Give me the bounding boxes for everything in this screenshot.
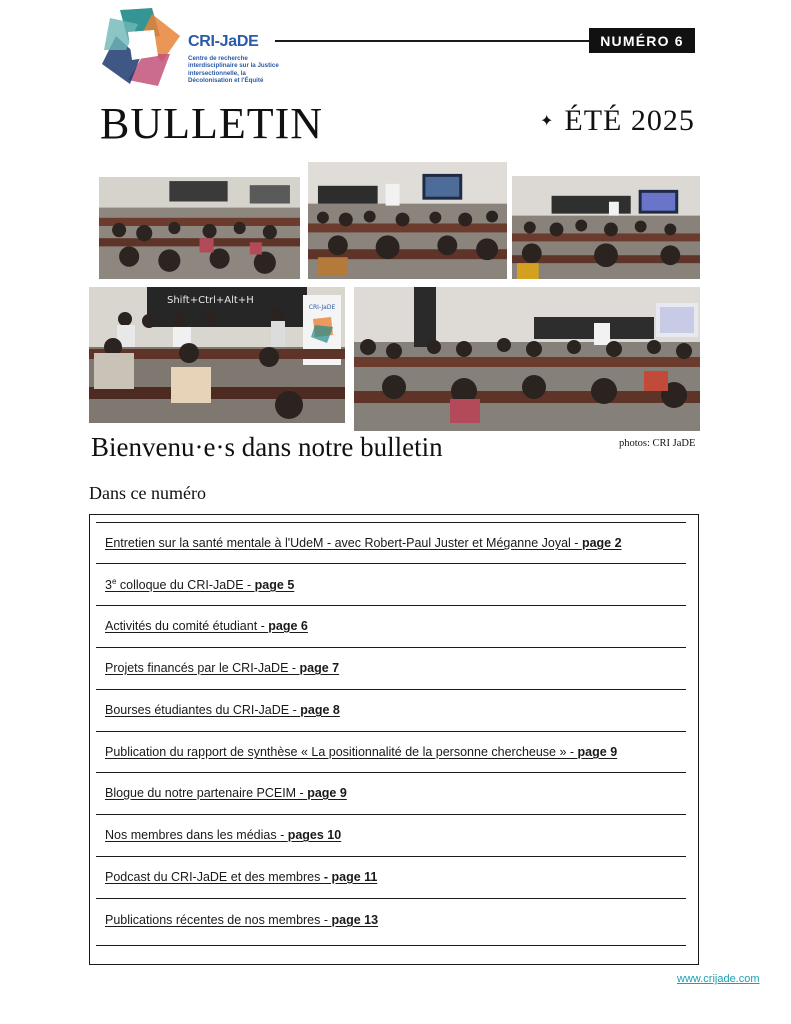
toc-item-podcast[interactable]: Podcast du CRI-JaDE et des membres - page 11 [105, 870, 378, 884]
event-photo-2 [308, 162, 507, 279]
toc-item-mental-health-interview[interactable]: Entretien sur la santé mentale à l'UdeM - avec Robert-Paul Juster et Méganne Joyal - page 2 [105, 536, 622, 550]
toc-divider [96, 647, 686, 648]
website-link[interactable]: www.crijade.com [677, 973, 760, 985]
issue-badge: NUMÉRO 6 [589, 28, 695, 53]
event-photo-1 [99, 177, 300, 279]
toc-item-funded-projects[interactable]: Projets financés par le CRI-JaDE - page 7 [105, 661, 340, 675]
board-text: Shift+Ctrl+Alt+H [167, 295, 254, 306]
toc-divider [96, 814, 686, 815]
toc-item-members-media[interactable]: Nos membres dans les médias - pages 10 [105, 828, 342, 842]
toc-heading: Dans ce numéro [89, 483, 206, 503]
banner-text: CRI-JaDE [308, 304, 336, 311]
toc-item-partner-blog[interactable]: Blogue du notre partenaire PCEIM - page 9 [105, 786, 347, 800]
page-title: BULLETIN [100, 99, 324, 148]
event-photo-4 [89, 287, 345, 423]
toc-item-recent-publications[interactable]: Publications récentes de nos membres - page 13 [105, 913, 379, 927]
toc-divider [96, 945, 686, 946]
welcome-heading: Bienvenu·e·s dans notre bulletin [91, 432, 443, 462]
header-rule [275, 40, 591, 42]
toc-divider [96, 772, 686, 773]
toc-item-colloque[interactable]: 3e colloque du CRI-JaDE - page 5 [105, 577, 295, 593]
toc-divider [96, 605, 686, 606]
logo-mark [100, 6, 182, 88]
sparkle-icon: ✦ [540, 113, 555, 130]
photo-credit: photos: CRI JaDE [619, 438, 696, 449]
toc-divider [96, 856, 686, 857]
toc-divider [96, 522, 686, 523]
season-text: ÉTÉ 2025 [564, 104, 695, 137]
toc-divider [96, 898, 686, 899]
season-label [540, 104, 695, 138]
logo-name: CRI-JaDE [188, 33, 259, 50]
toc-divider [96, 731, 686, 732]
toc-item-student-committee[interactable]: Activités du comité étudiant - page 6 [105, 619, 308, 633]
toc-item-student-scholarships[interactable]: Bourses étudiantes du CRI-JaDE - page 8 [105, 703, 340, 717]
logo-subtitle: Centre de recherche interdisciplinaire sur la Justice intersectionnelle, la Décolonisation et l'Équité [188, 55, 279, 84]
event-photo-5 [354, 287, 700, 431]
toc-divider [96, 563, 686, 564]
toc-divider [96, 689, 686, 690]
toc-box [89, 514, 699, 965]
event-photo-3 [512, 176, 700, 279]
toc-item-synthesis-report[interactable]: Publication du rapport de synthèse « La positionnalité de la personne chercheuse » - page 9 [105, 745, 618, 759]
